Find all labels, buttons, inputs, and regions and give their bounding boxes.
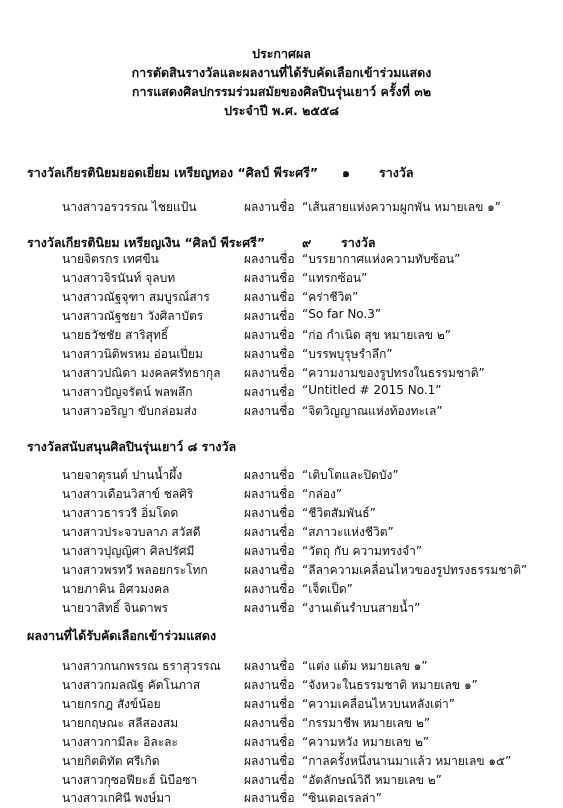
work-title: “เส้นสายแห่งความผูกพัน หมายเลข ๑” xyxy=(302,200,501,214)
artist-name: นางสาวนิติพรหม อ่อนเปี่ยม xyxy=(62,347,203,361)
work-label: ผลงานชื่อ xyxy=(244,791,295,805)
section-unit: รางวัล xyxy=(341,235,376,250)
list-item xyxy=(0,345,563,364)
list-item xyxy=(0,364,563,383)
work-title: “เติบโตและปิดบัง” xyxy=(302,468,399,482)
artist-name: นางสาวประจวบลาภ สวัสดี xyxy=(62,525,201,539)
artist-name: นายจาตุรนต์ ปานน้ำผึ้ง xyxy=(62,468,183,482)
artist-name: นายจิตรกร เทศขืน xyxy=(62,252,159,266)
work-label: ผลงานชื่อ xyxy=(244,506,295,520)
announcement-subtitle: การตัดสินรางวัลและผลงานที่ได้รับคัดเลือกเข้าร่วมแสดง xyxy=(131,65,432,80)
work-label: ผลงานชื่อ xyxy=(244,366,295,380)
work-title: “แทรกซ้อน” xyxy=(302,271,368,285)
list-item xyxy=(0,733,563,752)
list-item xyxy=(0,752,563,771)
work-title: “ความเคลื่อนไหวบนหลังเต่า” xyxy=(302,697,455,711)
work-label: ผลงานชื่อ xyxy=(244,678,295,692)
artist-name: นางสาวปณิดา มงคลศรัทธากุล xyxy=(62,366,221,380)
work-label: ผลงานชื่อ xyxy=(244,468,295,482)
work-label: ผลงานชื่อ xyxy=(244,487,295,501)
list-item xyxy=(0,504,563,523)
list-item xyxy=(0,676,563,695)
work-title: “ความงามของรูปทรงในธรรมชาติ” xyxy=(302,366,485,380)
announcement-year: ประจำปี พ.ศ. ๒๕๕๘ xyxy=(224,103,339,118)
work-title: “คร่าชีวิต” xyxy=(302,290,359,304)
artist-name: นายกรกฎ สังข์น้อย xyxy=(62,697,161,711)
artist-name: นางสาวณัฐจุฑา สมบูรณ์สาร xyxy=(62,290,210,304)
artist-name: นางสาวจิรนันท์ จุลบท xyxy=(62,271,176,285)
list-item xyxy=(0,269,563,288)
list-item xyxy=(0,485,563,504)
artist-name: นางสาวอรวรรณ ไชยแป้น xyxy=(62,200,197,214)
announcement-title: ประกาศผล xyxy=(252,46,311,61)
artist-name: นางสาวกนกพรรณ ธราสุวรรณ xyxy=(62,659,221,673)
list-item xyxy=(0,789,563,808)
work-title: “อัตลักษณ์วิถี หมายเลข ๒” xyxy=(302,773,442,787)
artist-name: นางสาวณัฐชยา วังศิลาบัตร xyxy=(62,309,204,323)
work-title: “ชีวิตสัมพันธ์” xyxy=(302,506,376,520)
section-title: รางวัลเกียรตินิยมยอดเยี่ยม เหรียญทอง “ศิลป์ พีระศรี” xyxy=(27,165,319,180)
artist-name: นางสาวพรทวี พลอยกระโทก xyxy=(62,563,208,577)
list-item xyxy=(0,714,563,733)
announcement-subtitle-2: การแสดงศิลปกรรมร่วมสมัยของศิลปินรุ่นเยาว์ ครั้งที่ ๓๒ xyxy=(131,84,432,99)
work-title: “กรรมาชีพ หมายเลข ๒” xyxy=(302,716,431,730)
work-label: ผลงานชื่อ xyxy=(244,309,295,323)
work-label: ผลงานชื่อ xyxy=(244,347,295,361)
work-label: ผลงานชื่อ xyxy=(244,328,295,342)
list-item xyxy=(0,250,563,269)
artist-name: นางสาวกมลณัฐ คัดโนภาส xyxy=(62,678,201,692)
artist-name: นางสาวกุซอฟียะฮ์ นิบือซา xyxy=(62,773,198,787)
artist-name: นายกิตติทัต ศรีเกิด xyxy=(62,754,160,768)
work-label: ผลงานชื่อ xyxy=(244,404,295,418)
section-title: รางวัลเกียรตินิยม เหรียญเงิน “ศิลป์ พีระศรี” xyxy=(27,235,266,250)
work-title: “งานเต้นรำบนสายน้ำ” xyxy=(302,601,421,615)
section-count: ๙ xyxy=(302,235,312,250)
list-item xyxy=(0,383,563,402)
list-item xyxy=(0,599,563,618)
work-title: “กาลครั้งหนึ่งนานมาแล้ว หมายเลข ๑๕” xyxy=(302,754,512,768)
list-item xyxy=(0,466,563,485)
list-item xyxy=(0,542,563,561)
section-unit: รางวัล xyxy=(379,165,414,180)
artist-name: นางสาวเดือนวิสาข์ ชลศิริ xyxy=(62,487,194,501)
work-label: ผลงานชื่อ xyxy=(244,544,295,558)
artist-name: นางสาวปัญจรัตน์ พลพลึก xyxy=(62,385,193,399)
work-label: ผลงานชื่อ xyxy=(244,773,295,787)
work-title: “บรรพบุรุษรำลึก” xyxy=(302,347,393,361)
work-label: ผลงานชื่อ xyxy=(244,200,295,214)
list-item xyxy=(0,198,563,217)
work-title: “ความหวัง หมายเลข ๒” xyxy=(302,735,430,749)
list-item xyxy=(0,657,563,676)
list-item xyxy=(0,561,563,580)
work-label: ผลงานชื่อ xyxy=(244,271,295,285)
work-title: “ลีลาความเคลื่อนไหวของรูปทรงธรรมชาติ” xyxy=(302,563,528,577)
work-label: ผลงานชื่อ xyxy=(244,563,295,577)
work-title: “แต่ง แต้ม หมายเลข ๑” xyxy=(302,659,428,673)
list-item xyxy=(0,580,563,599)
list-item xyxy=(0,288,563,307)
artist-name: นางสาวกามีละ อิละละ xyxy=(62,735,178,749)
artist-name: นางสาวอริญา ขับกล่อมส่ง xyxy=(62,404,197,418)
work-label: ผลงานชื่อ xyxy=(244,735,295,749)
list-item xyxy=(0,771,563,790)
work-title: “กล่อง” xyxy=(302,487,343,501)
artist-name: นายธวัชชัย สาริสุทธิ์ xyxy=(62,328,169,342)
artist-name: นายกฤษณะ สลีสองสม xyxy=(62,716,179,730)
artist-name: นางสาวธารวรี อิ่มโดด xyxy=(62,506,179,520)
work-label: ผลงานชื่อ xyxy=(244,716,295,730)
work-title: “ก่อ กำเนิด สุข หมายเลข ๒” xyxy=(302,328,451,342)
work-title: “So far No.3” xyxy=(302,307,382,321)
work-label: ผลงานชื่อ xyxy=(244,697,295,711)
section-title: รางวัลสนับสนุนศิลปินรุ่นเยาว์ ๘ รางวัล xyxy=(27,439,237,454)
list-item xyxy=(0,326,563,345)
work-title: “จิตวิญญาณแห่งท้องทะเล” xyxy=(302,404,443,418)
work-title: “เจ็ดเป็ด” xyxy=(302,582,353,596)
artist-name: นายภาคิน อิศวมงคล xyxy=(62,582,170,596)
work-label: ผลงานชื่อ xyxy=(244,659,295,673)
work-title: “จังหวะในธรรมชาติ หมายเลข ๑” xyxy=(302,678,478,692)
work-label: ผลงานชื่อ xyxy=(244,601,295,615)
list-item xyxy=(0,402,563,421)
work-label: ผลงานชื่อ xyxy=(244,252,295,266)
work-title: “Untitled # 2015 No.1” xyxy=(302,383,442,397)
work-title: “สภาวะแห่งชีวิต” xyxy=(302,525,394,539)
work-label: ผลงานชื่อ xyxy=(244,385,295,399)
list-item xyxy=(0,523,563,542)
artist-name: นางสาวปุญญิศา ศิลปรัศมี xyxy=(62,544,195,558)
artist-name: นางสาวเกศินี พงษ์มา xyxy=(62,791,171,805)
work-title: “ซินเดอเรลล่า” xyxy=(302,791,382,805)
work-label: ผลงานชื่อ xyxy=(244,290,295,304)
list-item xyxy=(0,695,563,714)
work-label: ผลงานชื่อ xyxy=(244,582,295,596)
artist-name: นายวาสิทธิ์ จินดาพร xyxy=(62,601,168,615)
work-label: ผลงานชื่อ xyxy=(244,754,295,768)
section-count: ๑ xyxy=(342,165,350,180)
section-title: ผลงานที่ได้รับคัดเลือกเข้าร่วมแสดง xyxy=(27,628,217,643)
work-title: “บรรยากาศแห่งความทับซ้อน” xyxy=(302,252,461,266)
work-title: “วัตถุ กับ ความทรงจำ” xyxy=(302,544,423,558)
list-item xyxy=(0,307,563,326)
work-label: ผลงานชื่อ xyxy=(244,525,295,539)
